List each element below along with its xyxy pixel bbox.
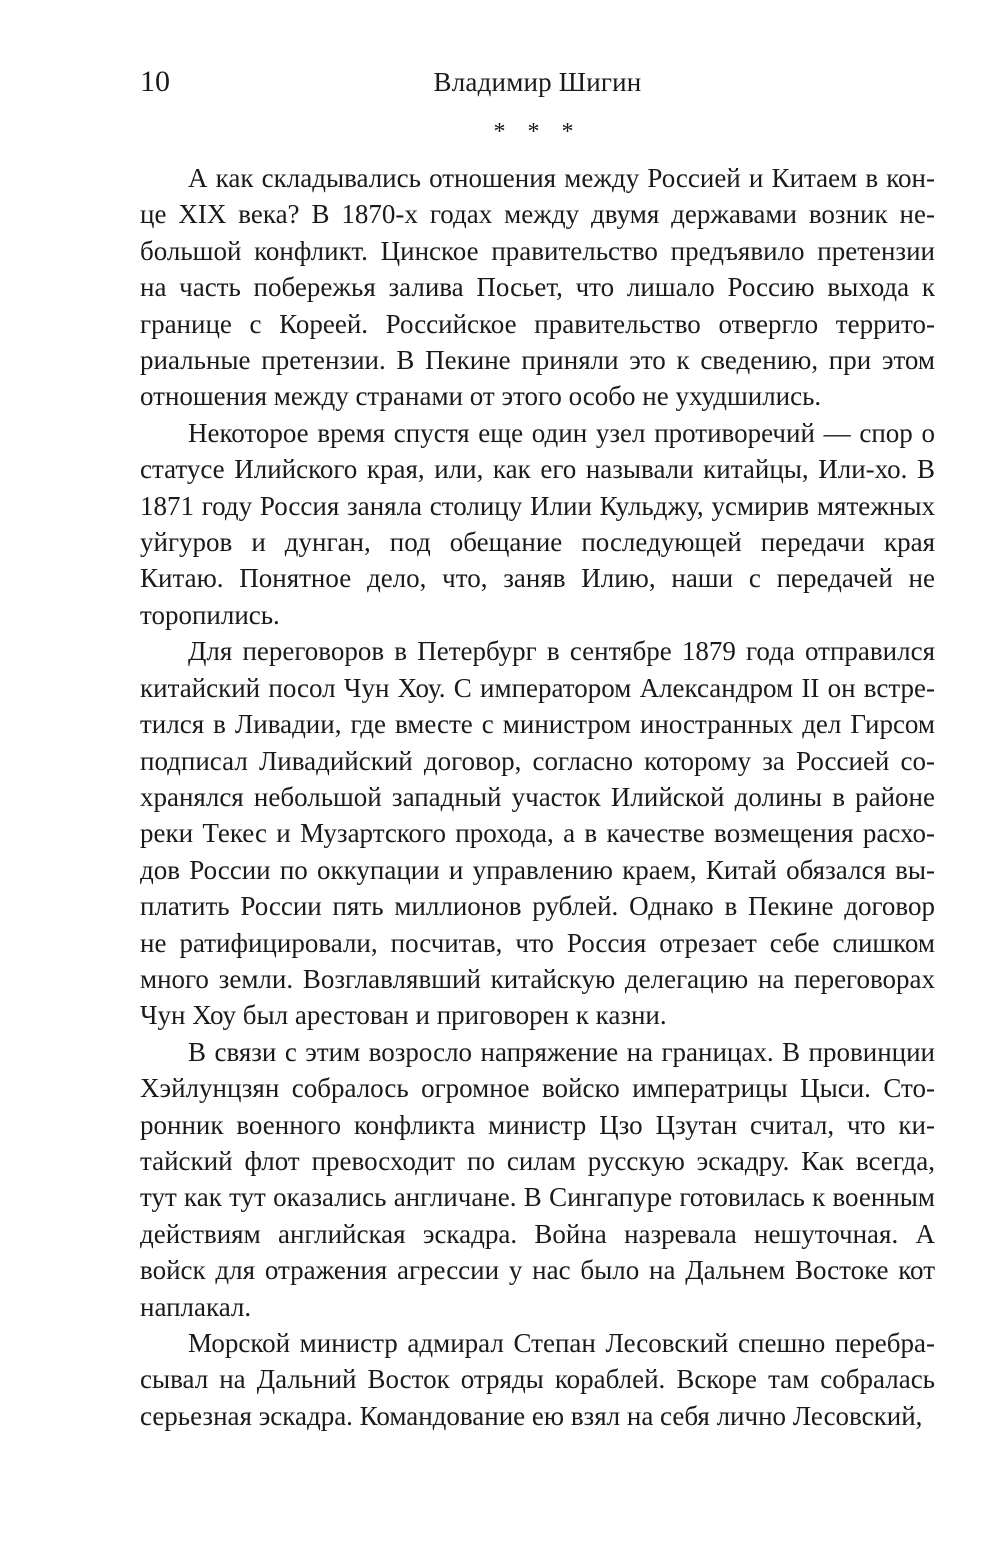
paragraph-5: Морской министр адмирал Степан Лесовский спешно перебрасывал на Дальний Восток отряды кораблей. Вскоре там собралась серьезная эскадра. Командование ею взял на себя лично Лесовский, — [140, 1328, 935, 1431]
paragraph-3: Для переговоров в Петербург в сентябре 1879 года отправился китайский посол Чун Хоу. С императором Александром II он встретился в Ливадии, где вместе с министром иностранных дел Гирсом подписал Ливадийский договор, согласно которому за Россией сохранялся небольшой западный участок Илийской долины в районе реки Текес и Музартского прохода, а в качестве возмещения расходов России по оккупации и управлению краем, Китай обязался выплатить России пять миллионов рублей. Однако в Пекине договор не ратифицировали, посчитав, что Россия отрезает себе слишком много земли. Возглавлявший китайскую делегацию на переговорах Чун Хоу был арестован и приговорен к казни. — [140, 636, 935, 1031]
section-separator: * * * — [493, 119, 582, 145]
page-number: 10 — [140, 65, 170, 98]
paragraph-2: Некоторое время спустя еще один узел противоречий — спор о статусе Илийского края, или, как его называли китайцы, Или-хо. В 1871 году Россия заняла столицу Илии Кульджу, усмирив мятежных уйгуров и дунган, под обещание последующей передачи края Китаю. Понятное дело, что, заняв Илию, наши с передачей не торопились. — [140, 417, 935, 630]
body-text — [140, 160, 935, 1434]
running-head — [140, 62, 935, 102]
author-name: Владимир Шигин — [433, 67, 642, 97]
paragraph-1: А как складывались отношения между Россией и Китаем в конце XIX века? В 1870-х годах между двумя державами возник небольшой конфликт. Цинское правительство предъявило претензии на часть побережья залива Посьет, что лишало Россию выхода к границе с Кореей. Российское правительство отвергло территориальные претензии. В Пекине приняли это к сведению, при этом отношения между странами от этого особо не ухудшились. — [140, 163, 935, 412]
paragraph-4: В связи с этим возросло напряжение на границах. В провинции Хэйлунцзян собралось огромное войско императрицы Цыси. Сторонник военного конфликта министр Цзо Цзутан считал, что китайский флот превосходит по силам русскую эскадру. Как всегда, тут как тут оказались англичане. В Сингапуре готовилась к военным действиям английская эскадра. Война назревала нешуточная. А войск для отражения агрессии у нас было на Дальнем Востоке кот наплакал. — [140, 1036, 935, 1322]
